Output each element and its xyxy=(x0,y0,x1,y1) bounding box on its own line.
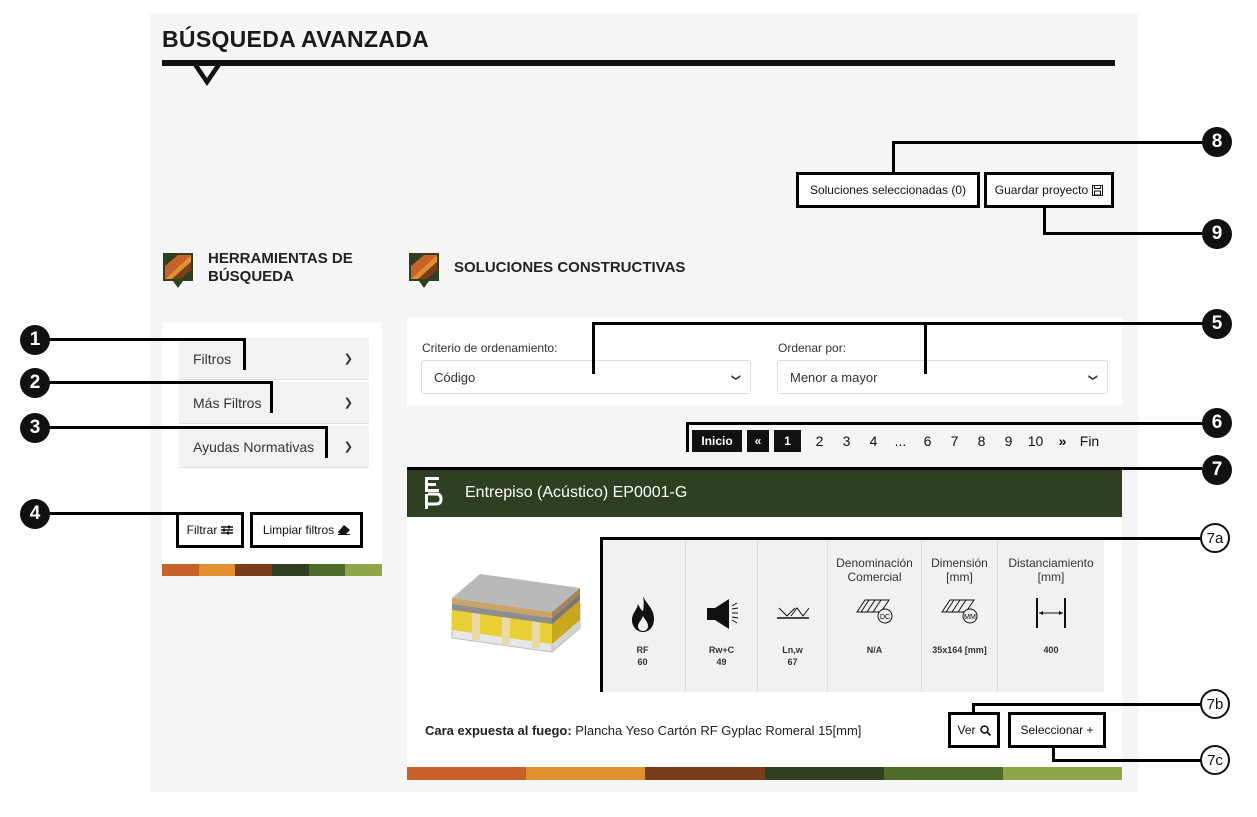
selected-solutions-button[interactable] xyxy=(796,172,980,208)
search-icon xyxy=(980,725,991,736)
sort-order-value: Menor a mayor xyxy=(790,369,878,385)
callout-line-4 xyxy=(40,512,178,515)
svg-text:MM: MM xyxy=(963,614,976,621)
page-prev[interactable]: « xyxy=(747,430,769,452)
page-number[interactable]: 7 xyxy=(950,433,959,449)
callout-line-5-left xyxy=(592,322,595,374)
callout-line-9 xyxy=(1043,232,1206,235)
sort-criterion-select[interactable] xyxy=(421,360,751,394)
callout-line-9-rise xyxy=(1043,205,1046,235)
callout-badge-8: 8 xyxy=(1202,127,1232,157)
sidebar-heading xyxy=(208,250,353,286)
fire-face-label: Cara expuesta al fuego: xyxy=(425,723,572,738)
page-number[interactable]: 3 xyxy=(842,433,851,449)
solution-card-header xyxy=(407,469,1122,517)
title-rule xyxy=(162,60,1115,66)
spec-table xyxy=(600,540,1104,692)
accordion-filters[interactable] xyxy=(179,338,369,380)
callout-badge-7c: 7c xyxy=(1200,745,1230,775)
callout-badge-7a: 7a xyxy=(1200,523,1230,553)
accordion-regulatory-aids[interactable] xyxy=(179,426,369,468)
page-number[interactable]: 2 xyxy=(815,433,824,449)
clear-filters-label: Limpiar filtros xyxy=(262,523,335,537)
spec-dimension xyxy=(922,540,998,692)
sort-criterion-value: Código xyxy=(434,369,476,385)
page-number[interactable]: 6 xyxy=(923,433,932,449)
title-notch-icon xyxy=(192,64,222,90)
megaphone-icon xyxy=(705,596,739,630)
page-number[interactable]: 4 xyxy=(869,433,878,449)
page-number[interactable]: 9 xyxy=(1004,433,1013,449)
wood-mm-icon xyxy=(940,596,980,626)
spec-commercial-value: N/A xyxy=(866,645,883,655)
spec-spacing-value: 400 xyxy=(1043,645,1059,655)
callout-badge-4: 4 xyxy=(20,499,50,529)
spec-acoustic-value: 49 xyxy=(716,657,727,667)
callout-line-6 xyxy=(686,422,1208,425)
callout-line-5 xyxy=(592,322,1209,325)
clear-filters-button[interactable] xyxy=(250,512,363,548)
page-first[interactable]: Inicio xyxy=(692,430,742,452)
callout-line-7a xyxy=(600,537,1202,540)
callout-line-5-right xyxy=(924,322,927,374)
eraser-icon xyxy=(338,525,350,535)
page-title: BÚSQUEDA AVANZADA xyxy=(162,26,430,52)
page-number[interactable]: 10 xyxy=(1027,433,1044,449)
impact-icon xyxy=(775,596,811,626)
spec-fire-value: 60 xyxy=(637,657,648,667)
chevron-down-icon: ❯ xyxy=(343,441,353,453)
sidebar-color-stripe xyxy=(162,564,382,576)
spec-impact xyxy=(758,540,828,692)
callout-badge-2: 2 xyxy=(20,368,50,398)
ep-logo-icon xyxy=(423,477,445,509)
spec-fire-label: RF xyxy=(636,645,649,655)
fire-icon xyxy=(630,596,656,632)
wood-dc-icon xyxy=(855,596,895,626)
sidebar-tag-icon xyxy=(162,252,194,290)
callout-line-7c xyxy=(1052,759,1202,762)
view-button[interactable] xyxy=(948,712,1000,748)
select-button[interactable] xyxy=(1008,712,1106,748)
fire-face-text xyxy=(425,723,861,738)
solution-card-title: Entrepiso (Acústico) EP0001-G xyxy=(465,484,688,501)
sort-criterion-label: Criterio de ordenamiento: xyxy=(422,341,558,355)
callout-badge-5: 5 xyxy=(1202,309,1232,339)
save-project-button[interactable] xyxy=(984,172,1114,208)
callout-line-7c-rise xyxy=(1052,745,1055,761)
callout-line-2 xyxy=(40,381,272,384)
sidebar-heading-line1: HERRAMIENTAS DE xyxy=(208,250,353,267)
page-last[interactable]: Fin xyxy=(1079,433,1100,449)
spec-commercial-name xyxy=(828,540,922,692)
sort-order-label: Ordenar por: xyxy=(778,341,847,355)
callout-line-3 xyxy=(40,426,327,429)
callout-badge-9: 9 xyxy=(1202,219,1232,249)
callout-badge-7b: 7b xyxy=(1200,689,1230,719)
chevron-down-icon: ❯ xyxy=(731,373,742,381)
select-button-label: Seleccionar + xyxy=(1020,723,1094,737)
sort-order-select[interactable] xyxy=(777,360,1108,394)
card-color-stripe xyxy=(407,767,1122,780)
callout-badge-3: 3 xyxy=(20,413,50,443)
accordion-more-filters[interactable] xyxy=(179,382,369,424)
spec-spacing-header: Distanciamiento [mm] xyxy=(1008,556,1094,584)
callout-line-8-drop xyxy=(892,141,895,175)
callout-line-8 xyxy=(892,141,1204,144)
accordion-more-filters-label: Más Filtros xyxy=(193,394,262,411)
save-project-label: Guardar proyecto xyxy=(994,183,1089,197)
callout-line-7b xyxy=(972,703,1202,706)
sidebar-heading-line2: BÚSQUEDA xyxy=(208,268,294,285)
callout-line-7a-drop xyxy=(600,537,603,692)
filter-button-label: Filtrar xyxy=(186,523,218,537)
callout-line-6-drop xyxy=(686,422,689,452)
callout-line-3-drop xyxy=(325,426,328,458)
chevron-down-icon: ❯ xyxy=(1088,373,1099,381)
svg-text:DC: DC xyxy=(879,614,890,621)
spec-impact-value: 67 xyxy=(787,657,798,667)
callout-line-1-drop xyxy=(243,338,246,370)
view-button-label: Ver xyxy=(957,723,976,737)
page-current[interactable]: 1 xyxy=(774,430,801,452)
accordion-filters-label: Filtros xyxy=(193,350,232,367)
chevron-down-icon: ❯ xyxy=(343,397,353,409)
spec-commercial-header: Denominación Comercial xyxy=(836,556,913,584)
spec-acoustic-label: Rw+C xyxy=(708,645,735,655)
spacing-icon xyxy=(1034,596,1068,630)
spec-fire-resistance xyxy=(600,540,686,692)
solutions-heading: SOLUCIONES CONSTRUCTIVAS xyxy=(454,259,686,276)
page-number[interactable]: 8 xyxy=(977,433,986,449)
filter-button[interactable] xyxy=(176,512,244,548)
callout-line-1 xyxy=(40,338,245,341)
floppy-icon xyxy=(1092,185,1103,196)
page-ellipsis: ... xyxy=(894,433,907,449)
accordion-regulatory-aids-label: Ayudas Normativas xyxy=(193,438,315,455)
spec-dimension-header: Dimensión [mm] xyxy=(931,556,988,584)
spec-spacing xyxy=(998,540,1104,692)
page-next[interactable]: » xyxy=(1058,433,1067,449)
callout-badge-1: 1 xyxy=(20,325,50,355)
callout-line-2-drop xyxy=(270,381,273,413)
callout-badge-6: 6 xyxy=(1202,408,1232,438)
spec-dimension-value: 35x164 [mm] xyxy=(932,645,987,655)
solutions-tag-icon xyxy=(408,252,440,290)
selected-solutions-label: Soluciones seleccionadas (0) xyxy=(809,183,967,197)
fire-face-value: Plancha Yeso Cartón RF Gyplac Romeral 15[mm] xyxy=(575,723,862,738)
callout-line-7b-drop xyxy=(972,703,975,715)
spec-acoustic xyxy=(686,540,758,692)
floor-assembly-image xyxy=(440,568,590,668)
pagination xyxy=(692,430,1103,452)
callout-line-7 xyxy=(407,467,1202,470)
callout-badge-7: 7 xyxy=(1202,455,1232,485)
chevron-down-icon: ❯ xyxy=(343,353,353,365)
sliders-icon xyxy=(221,525,233,535)
spec-impact-label: Ln,w xyxy=(782,645,803,655)
